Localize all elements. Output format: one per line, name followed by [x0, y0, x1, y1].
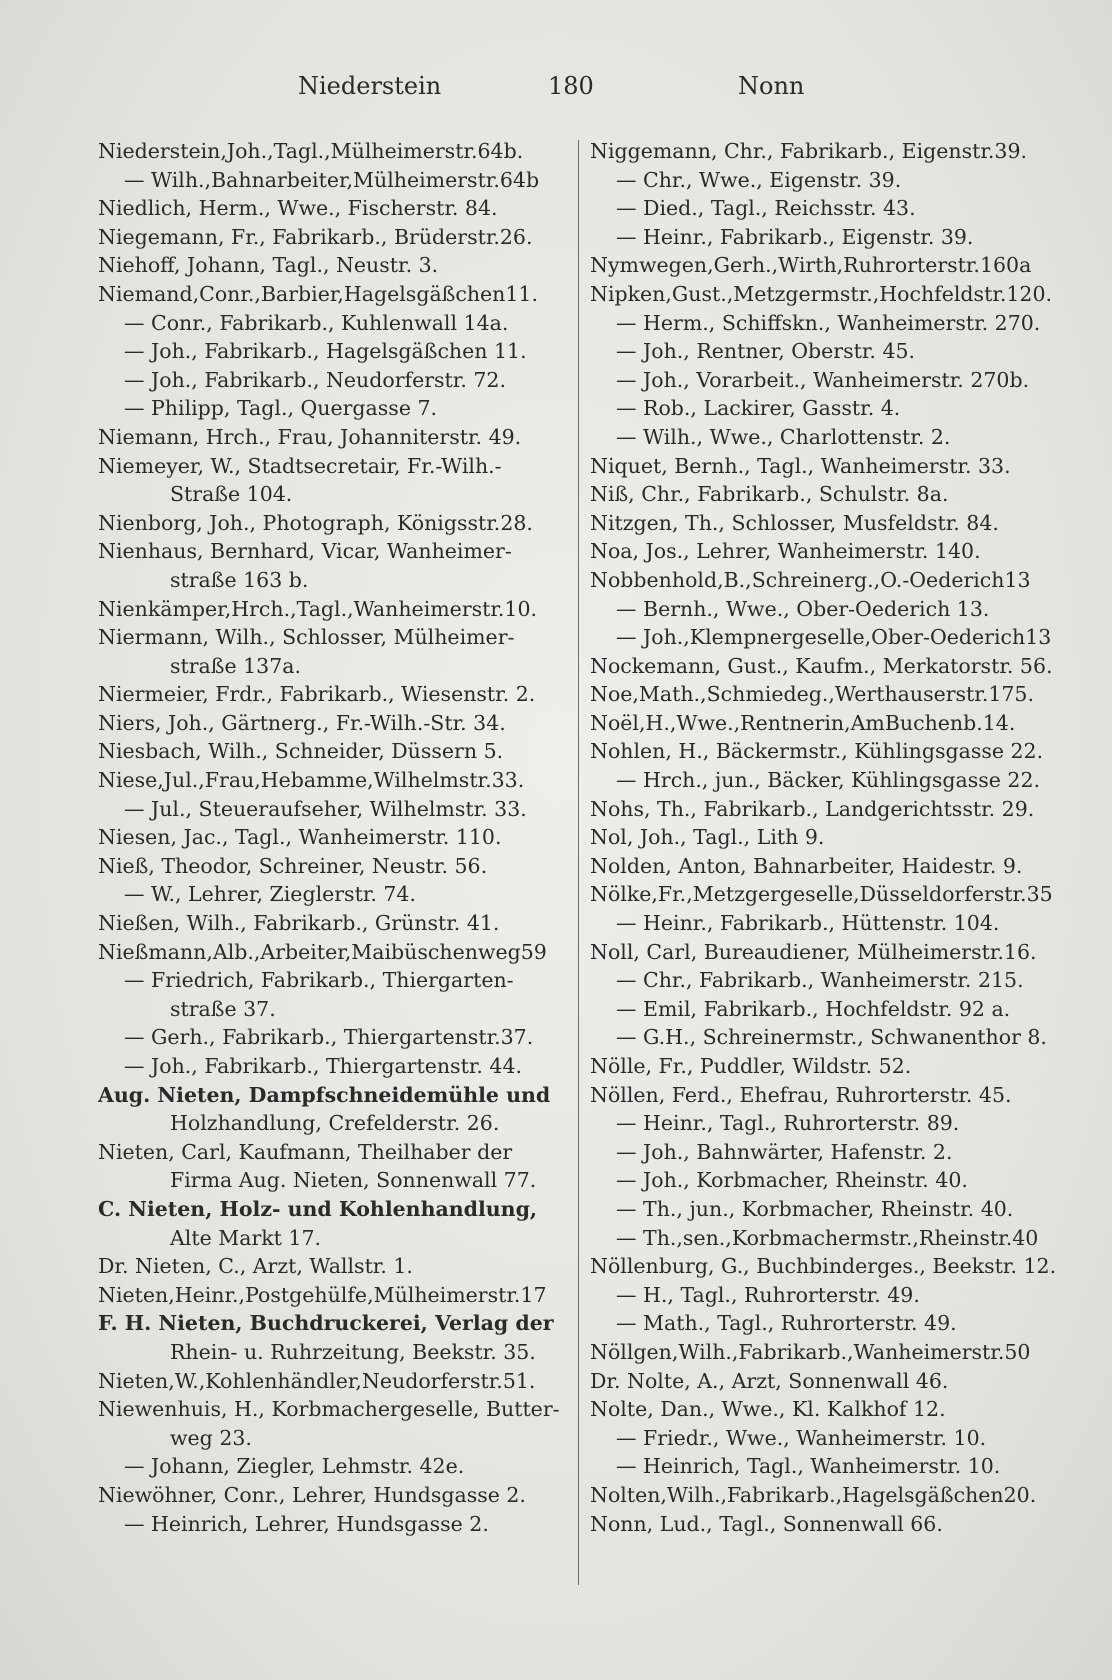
directory-entry: — Johann, Ziegler, Lehmstr. 42e. — [124, 1454, 465, 1479]
directory-entry: — Friedrich, Fabrikarb., Thiergarten- — [124, 968, 514, 993]
entry-continuation: straße 163 b. — [170, 567, 309, 592]
directory-entry: — Joh., Fabrikarb., Neudorferstr. 72. — [124, 367, 506, 392]
directory-entry: C. Nieten, Holz- und Kohlenhandlung, — [98, 1196, 538, 1221]
directory-entry: — Joh., Fabrikarb., Thiergartenstr. 44. — [124, 1054, 522, 1078]
directory-entry: — G.H., Schreinermstr., Schwanenthor 8. — [616, 1025, 1047, 1050]
entry-continuation: straße 137a. — [170, 653, 301, 678]
directory-entry: — W., Lehrer, Zieglerstr. 74. — [124, 882, 416, 907]
directory-entry: Niggemann, Chr., Fabrikarb., Eigenstr.39. — [590, 139, 1028, 163]
directory-entry: Nöllenburg, G., Buchbinderges., Beekstr. 12. — [590, 1254, 1057, 1279]
directory-entry: Nieten, Carl, Kaufmann, Theilhaber der — [98, 1139, 513, 1164]
directory-entry: — Jul., Steueraufseher, Wilhelmstr. 33. — [124, 796, 527, 821]
page-header — [0, 72, 1112, 112]
directory-entry: — Philipp, Tagl., Quergasse 7. — [124, 396, 438, 421]
directory-entry: Niesen, Jac., Tagl., Wanheimerstr. 110. — [98, 825, 502, 850]
directory-entry: — Chr., Wwe., Eigenstr. 39. — [616, 167, 902, 192]
entry-continuation: Holzhandlung, Crefelderstr. 26. — [170, 1111, 500, 1136]
directory-entry: Nieß, Theodor, Schreiner, Neustr. 56. — [98, 853, 488, 878]
directory-entry: — Hrch., jun., Bäcker, Kühlingsgasse 22. — [616, 768, 1041, 793]
directory-entry: Noll, Carl, Bureaudiener, Mülheimerstr.16. — [590, 939, 1037, 964]
directory-entry: — Joh., Rentner, Oberstr. 45. — [616, 339, 916, 364]
directory-entry: Niemand,Conr.,Barbier,Hagelsgäßchen11. — [98, 281, 538, 306]
directory-entry: Nol, Joh., Tagl., Lith 9. — [590, 825, 825, 850]
directory-entry: Niemann, Hrch., Frau, Johanniterstr. 49. — [98, 424, 522, 449]
header-left-keyword: Niederstein — [298, 72, 442, 100]
directory-entry: Niehoff, Johann, Tagl., Neustr. 3. — [98, 253, 439, 278]
directory-entry: — Herm., Schiffskn., Wanheimerstr. 270. — [616, 310, 1041, 335]
directory-entry: — Joh., Vorarbeit., Wanheimerstr. 270b. — [616, 367, 1030, 392]
directory-entry: — Joh., Korbmacher, Rheinstr. 40. — [616, 1168, 968, 1193]
directory-entry: Nölle, Fr., Puddler, Wildstr. 52. — [590, 1054, 912, 1078]
directory-entry: Nohs, Th., Fabrikarb., Landgerichtsstr. 29. — [590, 796, 1035, 821]
directory-entry: Niederstein,Joh.,Tagl.,Mülheimerstr.64b. — [98, 139, 524, 163]
directory-entry: Niese,Jul.,Frau,Hebamme,Wilhelmstr.33. — [98, 768, 525, 793]
directory-entry: Dr. Nolte, A., Arzt, Sonnenwall 46. — [590, 1368, 949, 1393]
directory-entry: Nipken,Gust.,Metzgermstr.,Hochfeldstr.120. — [590, 281, 1053, 306]
directory-entry: — Joh.,Klempnergeselle,Ober-Oederich13 — [616, 625, 1052, 650]
directory-entry: Niedlich, Herm., Wwe., Fischerstr. 84. — [98, 196, 498, 221]
directory-entry: Noa, Jos., Lehrer, Wanheimerstr. 140. — [590, 539, 981, 564]
directory-entry: Niermann, Wilh., Schlosser, Mülheimer- — [98, 625, 515, 650]
directory-entry: Noe,Math.,Schmiedeg.,Werthauserstr.175. — [590, 682, 1034, 707]
directory-entry: Dr. Nieten, C., Arzt, Wallstr. 1. — [98, 1254, 413, 1279]
directory-entry: Niewenhuis, H., Korbmachergeselle, Butter- — [98, 1397, 560, 1422]
directory-entry: Nölke,Fr.,Metzgergeselle,Düsseldorferstr.35 — [590, 882, 1053, 907]
directory-entry: Niermeier, Frdr., Fabrikarb., Wiesenstr. 2. — [98, 682, 536, 707]
directory-entry: — Heinrich, Tagl., Wanheimerstr. 10. — [616, 1454, 1001, 1479]
directory-entry: Noël,H.,Wwe.,Rentnerin,AmBuchenb.14. — [590, 710, 1016, 735]
directory-entry: — Heinr., Fabrikarb., Hüttenstr. 104. — [616, 911, 1000, 936]
directory-entry: Niemeyer, W., Stadtsecretair, Fr.-Wilh.- — [98, 453, 502, 478]
directory-entry: Niegemann, Fr., Fabrikarb., Brüderstr.26. — [98, 224, 533, 249]
directory-entry: Nitzgen, Th., Schlosser, Musfeldstr. 84. — [590, 510, 999, 535]
right-column — [590, 137, 1070, 1538]
directory-entry: Nolden, Anton, Bahnarbeiter, Haidestr. 9. — [590, 853, 1023, 878]
directory-entry: Nießmann,Alb.,Arbeiter,Maibüschenweg59 — [98, 939, 547, 964]
directory-entry: — Joh., Bahnwärter, Hafenstr. 2. — [616, 1139, 953, 1164]
directory-entry: F. H. Nieten, Buchdruckerei, Verlag der — [98, 1311, 554, 1336]
directory-entry: Nienborg, Joh., Photograph, Königsstr.28. — [98, 510, 533, 535]
directory-entry: Niesbach, Wilh., Schneider, Düssern 5. — [98, 739, 504, 764]
directory-entry: Nohlen, H., Bäckermstr., Kühlingsgasse 22. — [590, 739, 1044, 764]
directory-entry: — Conr., Fabrikarb., Kuhlenwall 14a. — [124, 310, 509, 335]
page-number: 180 — [548, 72, 594, 100]
directory-entry: — Heinr., Fabrikarb., Eigenstr. 39. — [616, 224, 974, 249]
directory-entry: — Wilh.,Bahnarbeiter,Mülheimerstr.64b — [124, 167, 540, 192]
entry-continuation: Alte Markt 17. — [170, 1225, 322, 1250]
directory-entry: Nonn, Lud., Tagl., Sonnenwall 66. — [590, 1511, 943, 1536]
directory-entry: Niers, Joh., Gärtnerg., Fr.-Wilh.-Str. 34. — [98, 710, 506, 735]
directory-entry: Niewöhner, Conr., Lehrer, Hundsgasse 2. — [98, 1482, 526, 1507]
directory-entry: — Bernh., Wwe., Ober-Oederich 13. — [616, 596, 990, 621]
directory-entry: — Th., jun., Korbmacher, Rheinstr. 40. — [616, 1196, 1014, 1221]
directory-entry: Nobbenhold,B.,Schreinerg.,O.-Oederich13 — [590, 567, 1031, 592]
directory-entry: Niquet, Bernh., Tagl., Wanheimerstr. 33. — [590, 453, 1011, 478]
directory-entry: — Friedr., Wwe., Wanheimerstr. 10. — [616, 1425, 987, 1450]
entry-continuation: Firma Aug. Nieten, Sonnenwall 77. — [170, 1168, 537, 1193]
directory-entry: Aug. Nieten, Dampfschneidemühle und — [98, 1082, 551, 1107]
directory-entry: Nienhaus, Bernhard, Vicar, Wanheimer- — [98, 539, 512, 564]
directory-entry: — Th.,sen.,Korbmachermstr.,Rheinstr.40 — [616, 1225, 1039, 1250]
entry-continuation: Straße 104. — [170, 482, 293, 507]
directory-entry: — Wilh., Wwe., Charlottenstr. 2. — [616, 424, 951, 449]
directory-entry: Nymwegen,Gerh.,Wirth,Ruhrorterstr.160a — [590, 253, 1032, 278]
header-right-keyword: Nonn — [738, 72, 805, 100]
directory-entry: — Heinr., Tagl., Ruhrorterstr. 89. — [616, 1111, 960, 1136]
column-divider — [578, 140, 579, 1585]
left-column — [98, 137, 568, 1538]
directory-entry: Niß, Chr., Fabrikarb., Schulstr. 8a. — [590, 482, 949, 507]
directory-entry: — Gerh., Fabrikarb., Thiergartenstr.37. — [124, 1025, 534, 1050]
entry-continuation: weg 23. — [170, 1425, 252, 1450]
directory-entry: Nolte, Dan., Wwe., Kl. Kalkhof 12. — [590, 1397, 946, 1422]
directory-entry: Nöllen, Ferd., Ehefrau, Ruhrorterstr. 45. — [590, 1082, 1012, 1107]
directory-entry: — Math., Tagl., Ruhrorterstr. 49. — [616, 1311, 957, 1336]
directory-entry: — H., Tagl., Ruhrorterstr. 49. — [616, 1282, 920, 1307]
directory-entry: Nienkämper,Hrch.,Tagl.,Wanheimerstr.10. — [98, 596, 538, 621]
directory-entry: Nolten,Wilh.,Fabrikarb.,Hagelsgäßchen20. — [590, 1482, 1037, 1507]
directory-entry: — Died., Tagl., Reichsstr. 43. — [616, 196, 916, 221]
directory-entry: Nießen, Wilh., Fabrikarb., Grünstr. 41. — [98, 911, 500, 936]
directory-entry: — Chr., Fabrikarb., Wanheimerstr. 215. — [616, 968, 1024, 993]
directory-entry: — Rob., Lackirer, Gasstr. 4. — [616, 396, 901, 421]
directory-entry: Nieten,W.,Kohlenhändler,Neudorferstr.51. — [98, 1368, 536, 1393]
directory-entry: Nieten,Heinr.,Postgehülfe,Mülheimerstr.17 — [98, 1282, 547, 1307]
directory-entry: Nockemann, Gust., Kaufm., Merkatorstr. 56. — [590, 653, 1053, 678]
directory-entry: — Joh., Fabrikarb., Hagelsgäßchen 11. — [124, 339, 527, 364]
entry-continuation: Rhein- u. Ruhrzeitung, Beekstr. 35. — [170, 1339, 536, 1364]
directory-entry: — Heinrich, Lehrer, Hundsgasse 2. — [124, 1511, 489, 1536]
directory-entry: — Emil, Fabrikarb., Hochfeldstr. 92 a. — [616, 996, 1011, 1021]
entry-continuation: straße 37. — [170, 996, 276, 1021]
directory-entry: Nöllgen,Wilh.,Fabrikarb.,Wanheimerstr.50 — [590, 1339, 1031, 1364]
